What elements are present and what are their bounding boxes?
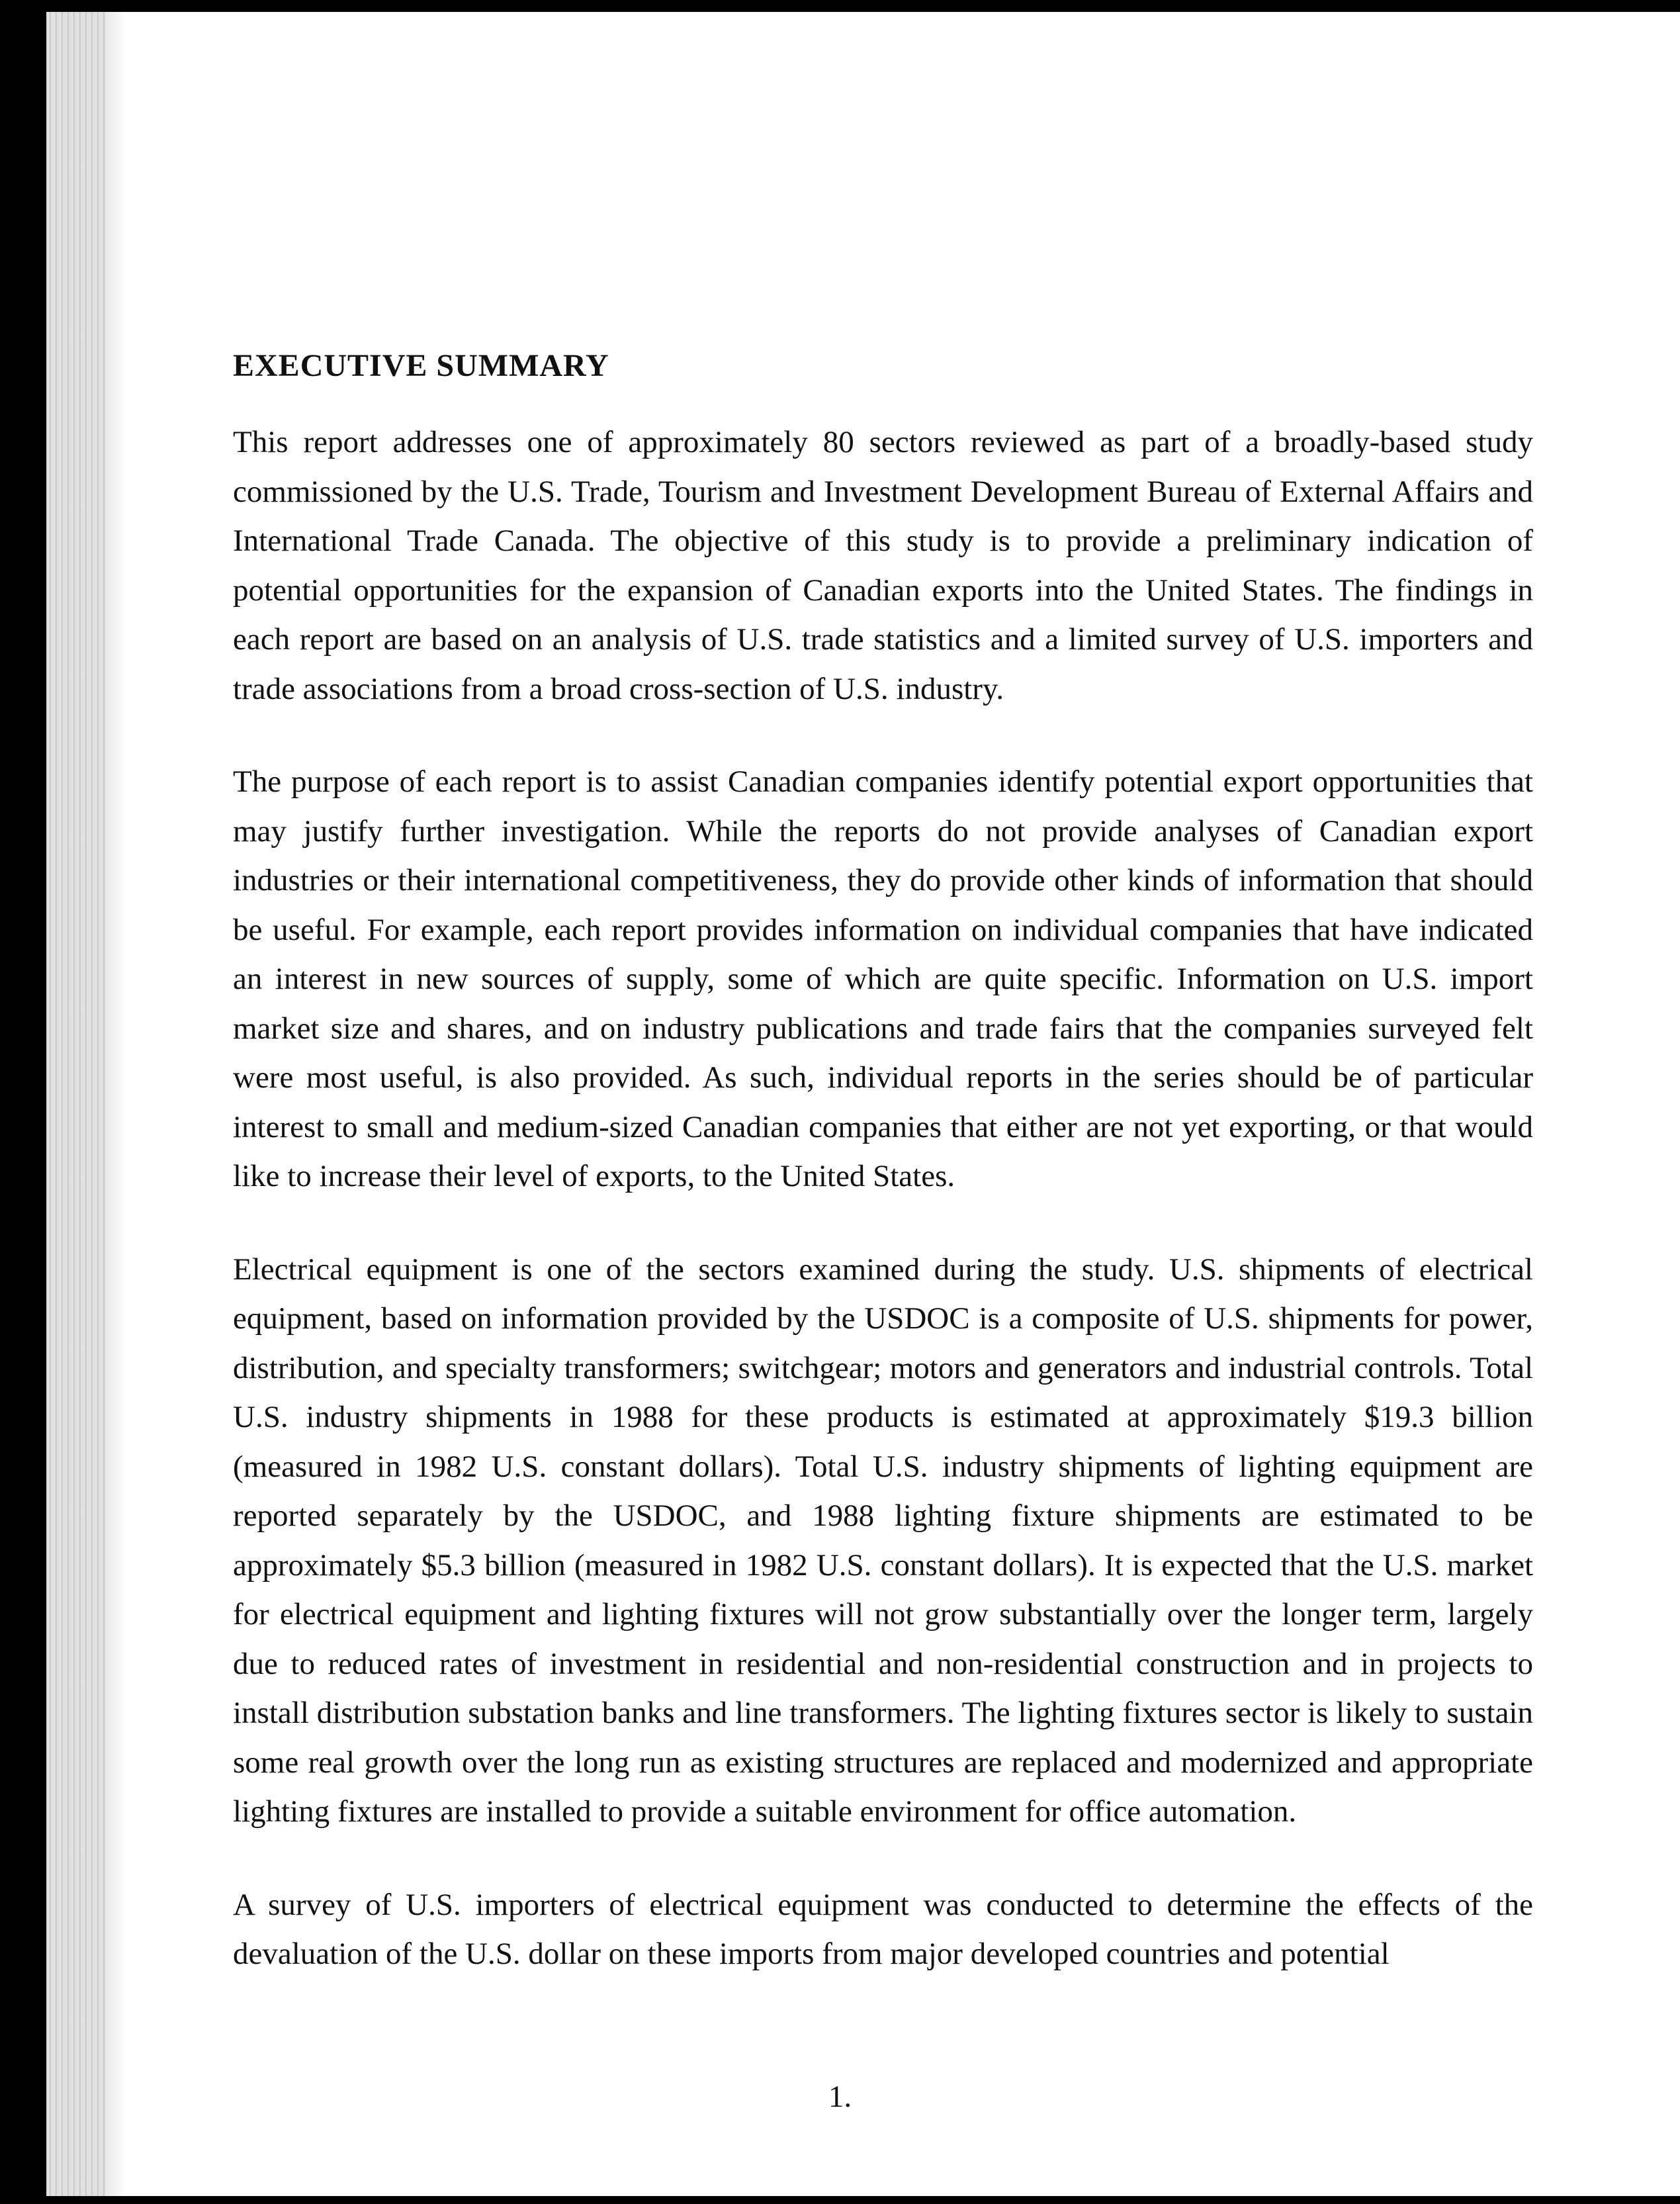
scan-binding-fade [106,12,126,2204]
page-number: 1. [828,2080,852,2114]
page-body [233,341,1533,2023]
paragraph-survey: A survey of U.S. importers of electrical equipment was conducted to determine the effects of the devaluation of the U.S. dollar on these imports from major developed countries and potential [233,1887,1533,1971]
paragraph-intro: This report addresses one of approximately 80 sectors reviewed as part of a broadly-based study commissioned by the U.S. Trade, Tourism and Investment Development Bureau of External Affairs and International Trade Canada. The objective of this study is to provide a preliminary indication of potential opportunities for the expansion of Canadian exports into the United States. The findings in each report are based on an analysis of U.S. trade statistics and a limited survey of U.S. importers and trade associations from a broad cross-section of U.S. industry. [233,425,1533,706]
page-title: EXECUTIVE SUMMARY [233,348,609,383]
scan-left-border [0,0,46,2204]
paragraph-purpose: The purpose of each report is to assist Canadian companies identify potential export opportunities that may justify further investigation. While the reports do not provide analyses of Canadian export industries or their international competitiveness, they do provide other kinds of information that should be useful. For example, each report provides information on individual companies that have indicated an interest in new sources of supply, some of which are quite specific. Information on U.S. import market size and shares, and on industry publications and trade fairs that the companies surveyed felt were most useful, is also provided. As such, individual reports in the series should be of particular interest to small and medium-sized Canadian companies that either are not yet exporting, or that would like to increase their level of exports, to the United States. [233,764,1533,1193]
scan-binding-shadow [46,12,106,2204]
scan-top-border [0,0,1680,12]
paragraph-electrical-equipment: Electrical equipment is one of the sectors examined during the study. U.S. shipments of electrical equipment, based on information provided by the USDOC is a composite of U.S. shipments for power, distribution, and specialty transformers; switchgear; motors and generators and industrial controls. Total U.S. industry shipments in 1988 for these products is estimated at approximately $19.3 billion (measured in 1982 U.S. constant dollars). Total U.S. industry shipments of lighting equipment are reported separately by the USDOC, and 1988 lighting fixture shipments are estimated to be approximately $5.3 billion (measured in 1982 U.S. constant dollars). It is expected that the U.S. market for electrical equipment and lighting fixtures will not grow substantially over the longer term, largely due to reduced rates of investment in residential and non-residential construction and in projects to install distribution substation banks and line transformers. The lighting fixtures sector is likely to sustain some real growth over the long run as existing structures are replaced and modernized and appropriate lighting fixtures are installed to provide a suitable environment for office automation. [233,1252,1533,1829]
scan-bottom-border [0,2196,1680,2204]
